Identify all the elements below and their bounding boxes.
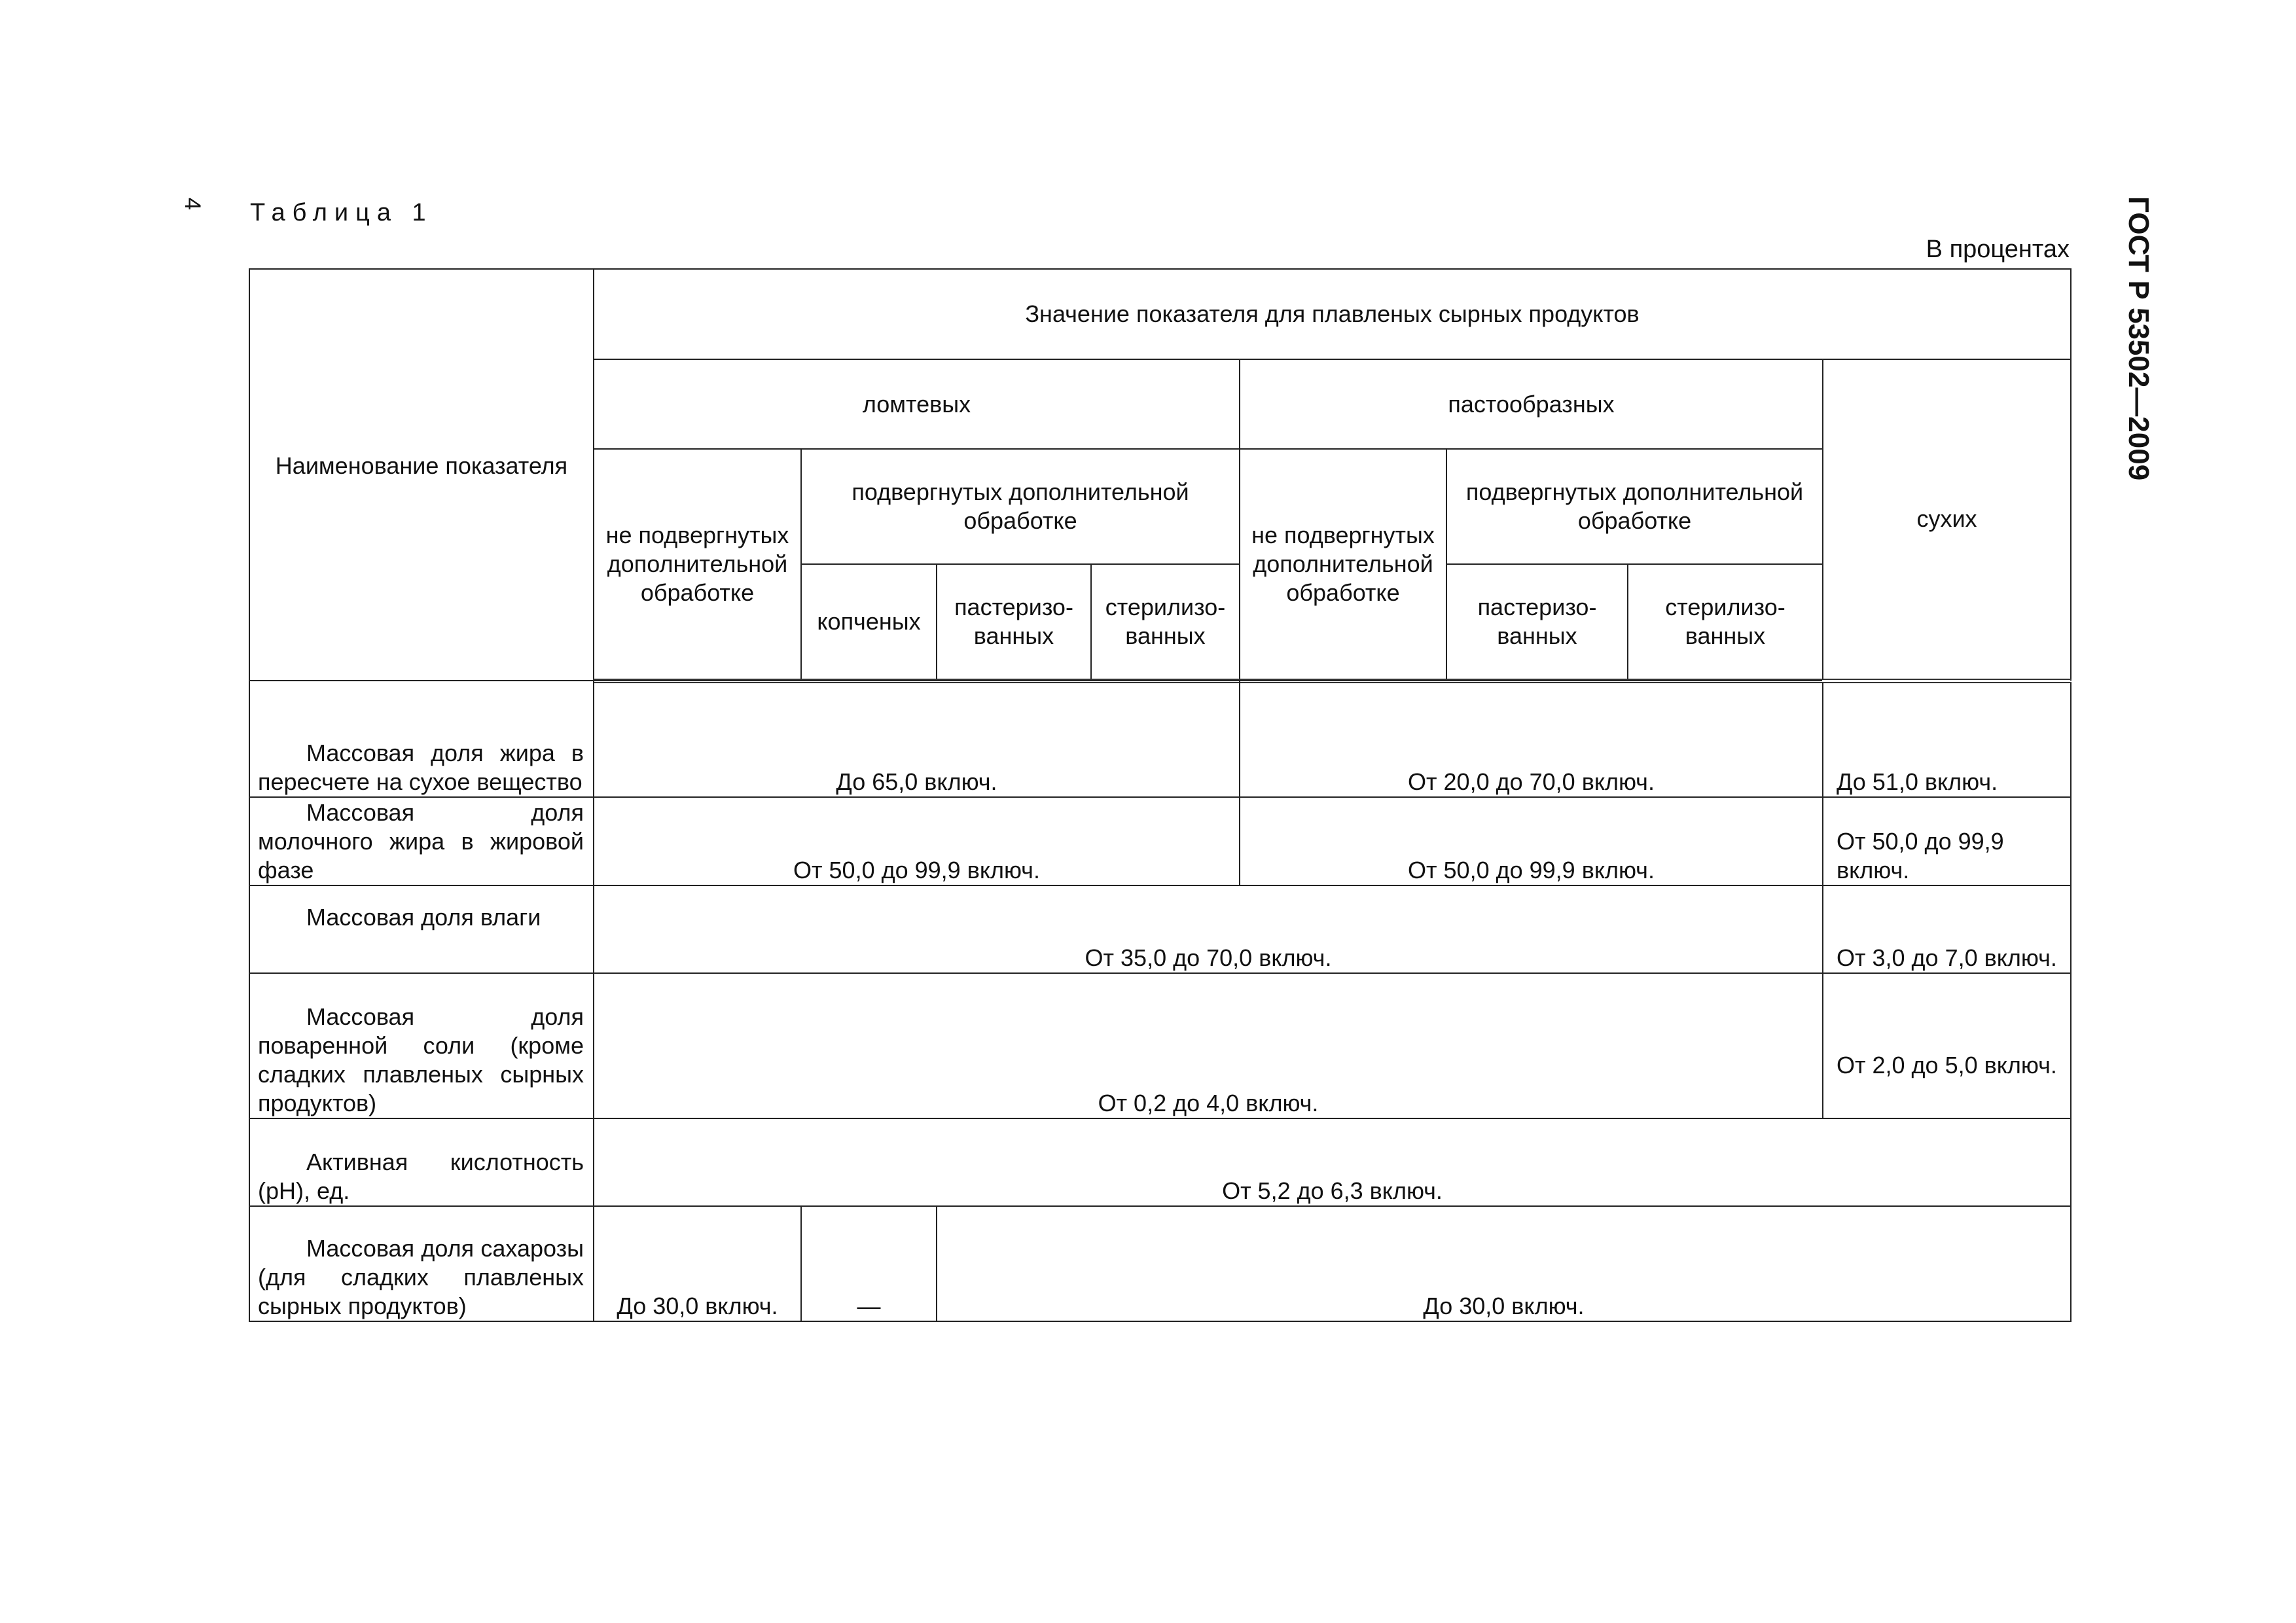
gost-code: ГОСТ Р 53502—2009 <box>2123 196 2155 481</box>
row-name: Массовая доля молочного жира в жировой фазе <box>249 797 594 885</box>
header-sliced-pasteurized: пастеризо-ванных <box>937 564 1091 681</box>
row-value-paste: От 50,0 до 99,9 включ. <box>1240 797 1823 885</box>
row-value-dry: До 51,0 включ. <box>1823 681 2071 797</box>
header-paste-not-processed: не подвергнутых дополнительной обработке <box>1240 449 1446 681</box>
row-value-smoked: — <box>801 1206 937 1321</box>
row-value-all: От 5,2 до 6,3 включ. <box>594 1118 2071 1206</box>
row-name: Массовая доля сахарозы (для сладких плавленых сырных продуктов) <box>249 1206 594 1321</box>
page-number: 4 <box>179 198 205 210</box>
header-indicator-name: Наименование показателя <box>249 269 594 681</box>
row-value-rest: До 30,0 включ. <box>937 1206 2071 1321</box>
header-sliced-processed: подвергнутых дополнительной обработке <box>801 449 1240 564</box>
table-row <box>249 797 2071 885</box>
row-value-sliced-paste: От 0,2 до 4,0 включ. <box>594 973 1823 1118</box>
header-paste-sterilized: стерилизо-ванных <box>1628 564 1823 681</box>
header-paste-processed: подвергнутых дополнительной обработке <box>1446 449 1823 564</box>
indicators-table <box>249 268 2072 1322</box>
row-value-dry: От 3,0 до 7,0 включ. <box>1823 885 2071 973</box>
header-sliced-not-processed: не подвергнутых дополнительной обработке <box>594 449 801 681</box>
row-value-paste: От 20,0 до 70,0 включ. <box>1240 681 1823 797</box>
table-row <box>249 885 2071 973</box>
row-name: Массовая доля жира в пересчете на сухое вещество <box>249 681 594 797</box>
table-row <box>249 1206 2071 1321</box>
header-paste-pasteurized: пастеризо-ванных <box>1446 564 1628 681</box>
header-sliced-sterilized: стерилизо-ванных <box>1091 564 1240 681</box>
row-value-sliced-not-processed: До 30,0 включ. <box>594 1206 801 1321</box>
row-name: Массовая доля влаги <box>249 885 594 973</box>
row-name: Массовая доля поваренной соли (кроме сладких плавленых сырных продуктов) <box>249 973 594 1118</box>
row-name: Активная кислотность (pH), ед. <box>249 1118 594 1206</box>
header-smoked: копченых <box>801 564 937 681</box>
table-caption: Таблица 1 <box>250 199 433 226</box>
table-row <box>249 1118 2071 1206</box>
header-dry: сухих <box>1823 359 2071 681</box>
row-value-dry: От 50,0 до 99,9 включ. <box>1823 797 2071 885</box>
row-value-dry: От 2,0 до 5,0 включ. <box>1823 973 2071 1118</box>
header-paste: пастообразных <box>1240 359 1823 449</box>
table-row <box>249 973 2071 1118</box>
header-sliced: ломтевых <box>594 359 1240 449</box>
row-value-sliced: До 65,0 включ. <box>594 681 1240 797</box>
row-value-sliced-paste: От 35,0 до 70,0 включ. <box>594 885 1823 973</box>
row-value-sliced: От 50,0 до 99,9 включ. <box>594 797 1240 885</box>
header-value-group: Значение показателя для плавленых сырных продуктов <box>594 269 2071 359</box>
table-row <box>249 681 2071 797</box>
units-note: В процентах <box>1926 236 2070 263</box>
